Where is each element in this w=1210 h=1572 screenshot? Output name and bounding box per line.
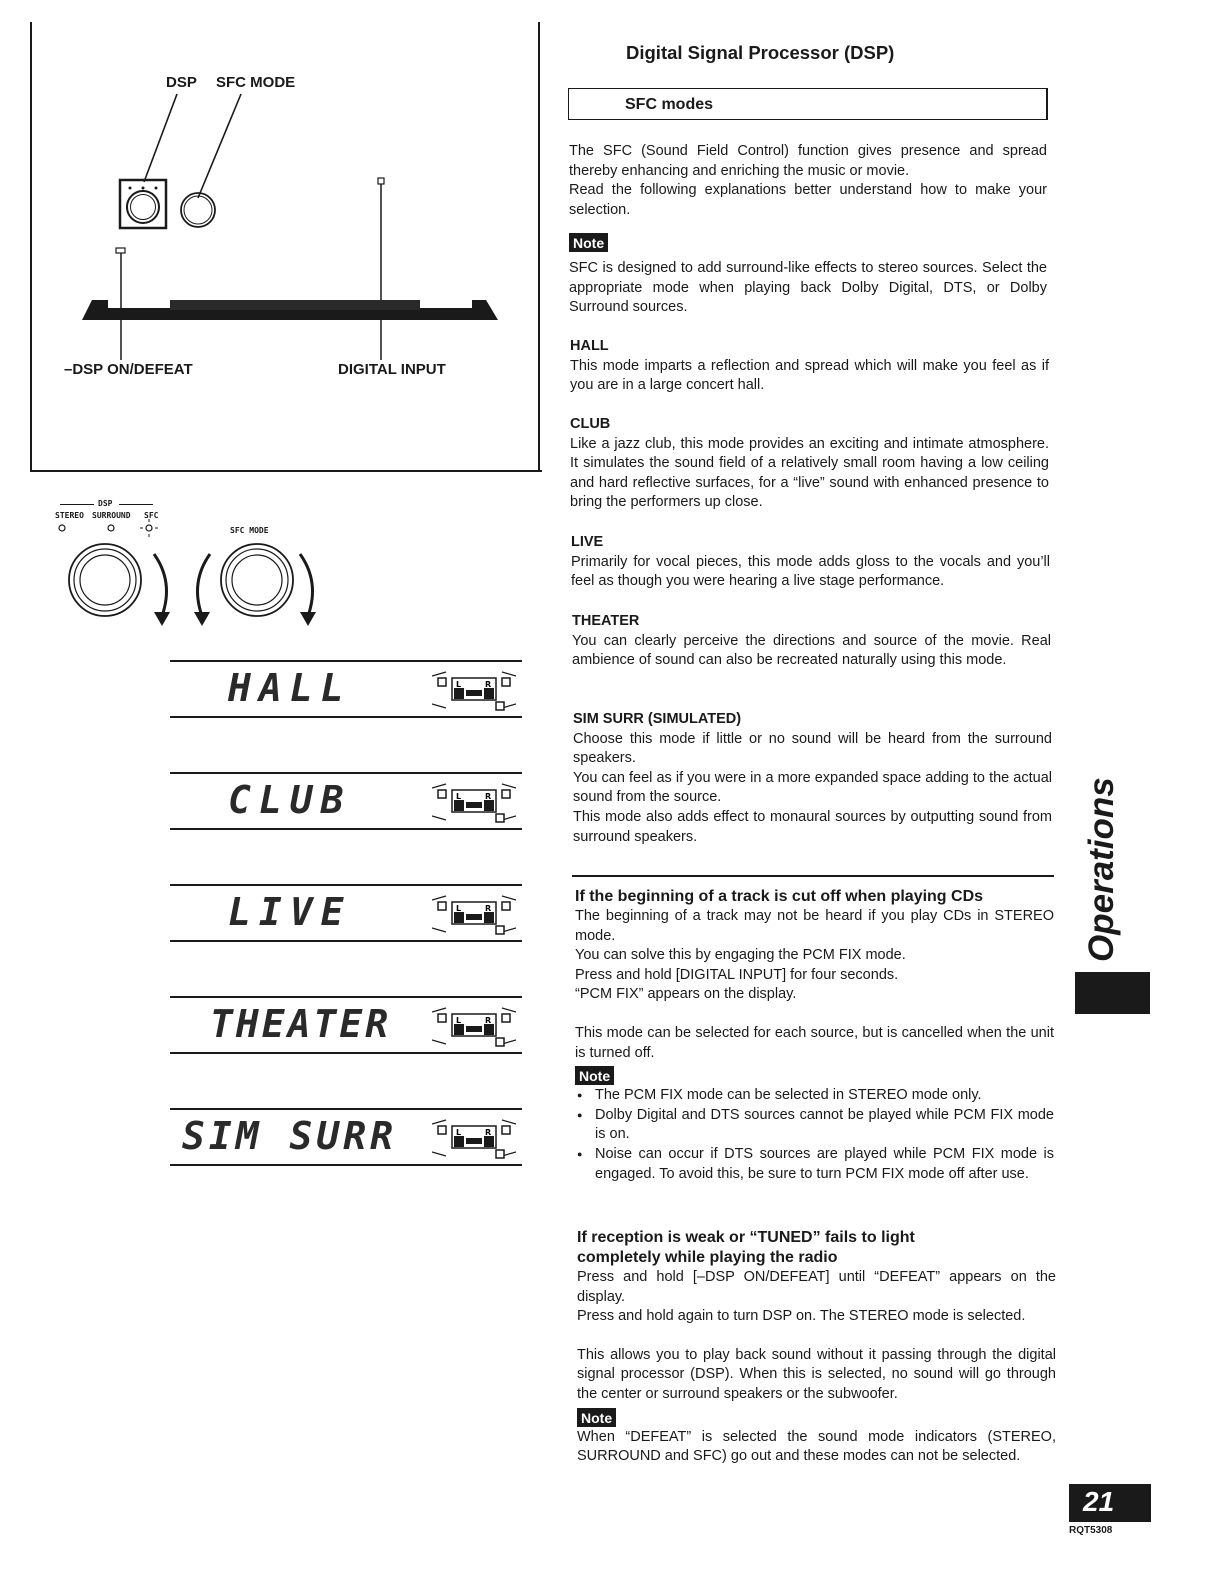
knob-illustration xyxy=(50,518,340,626)
cd-paragraph: Press and hold [DIGITAL INPUT] for four seconds. xyxy=(575,966,899,983)
page-number: 21 xyxy=(1083,1486,1115,1517)
dsp-label: DSP xyxy=(166,74,197,91)
intro-paragraph-2: Read the following explanations better understand how to make your selection. xyxy=(569,182,1047,218)
section-name: Operations xyxy=(1082,777,1121,962)
speaker-l-label: L xyxy=(456,792,462,801)
display-mode-text: THEATER xyxy=(210,1002,392,1046)
page-number-box xyxy=(1069,1484,1151,1522)
speaker-indicator-icon xyxy=(432,1000,516,1050)
speaker-r-label: R xyxy=(485,680,492,689)
note-label: Note xyxy=(575,1066,614,1085)
cd-section xyxy=(575,887,1054,1184)
page-title: Digital Signal Processor (DSP) xyxy=(626,42,895,63)
panel-dsp-label: DSP xyxy=(98,499,113,508)
cd-note-list xyxy=(575,1086,1054,1184)
speaker-r-label: R xyxy=(485,1016,492,1025)
stereo-indicator xyxy=(59,525,65,531)
mode-desc: Like a jazz club, this mode provides an exciting and intimate atmosphere. It simulates the sound field of a relatively small room having a low ceiling and hard reflective surfaces, for a “live” sound with enhanced presence to bring the performers up close. xyxy=(570,435,1049,511)
panel-surround-label: SURROUND xyxy=(92,511,131,520)
speaker-indicator-icon xyxy=(432,776,516,826)
dsp-on-defeat-label: –DSP ON/DEFEAT xyxy=(64,361,193,378)
unit-front-illustration xyxy=(60,90,530,360)
cd-paragraph: You can solve this by engaging the PCM FIX mode. xyxy=(575,947,906,964)
panel-sfc-mode-label: SFC MODE xyxy=(230,526,269,535)
list-item: ● Dolby Digital and DTS sources cannot be played while PCM FIX mode is on. xyxy=(575,1106,1054,1145)
knob-panel xyxy=(50,496,340,626)
mode-live xyxy=(571,533,1050,592)
mode-desc: You can clearly perceive the directions and source of the movie. Real ambience of sound can also be recreated naturally using this mode. xyxy=(572,632,1051,669)
display-panel xyxy=(170,660,522,718)
cd-paragraph: This mode can be selected for each source, but is cancelled when the unit is turned off. xyxy=(575,1024,1054,1061)
mode-desc: You can feel as if you were in a more expanded space adding to the actual sound from the source. xyxy=(573,769,1052,806)
sfc-modes-title: SFC modes xyxy=(625,96,714,113)
display-mode-text: LIVE xyxy=(228,890,352,934)
radio-section xyxy=(577,1228,1056,1467)
cd-heading: If the beginning of a track is cut off when playing CDs xyxy=(575,888,984,905)
speaker-indicator-icon xyxy=(432,664,516,714)
side-tab-block xyxy=(1075,972,1150,1014)
panel-sfc-label: SFC xyxy=(144,511,159,520)
speaker-r-label: R xyxy=(485,904,492,913)
mode-name: CLUB xyxy=(570,416,611,432)
list-item: ● Noise can occur if DTS sources are played while PCM FIX mode is engaged. To avoid this, be sure to turn PCM FIX mode off after use. xyxy=(575,1145,1054,1184)
radio-paragraph: This allows you to play back sound without it passing through the digital signal processor (DSP). When this is selected, no sound will go through the center or surround speakers or the subwoofer. xyxy=(577,1346,1056,1402)
mode-name: LIVE xyxy=(571,534,604,550)
display-mode-text: SIM SURR xyxy=(182,1114,398,1158)
mode-desc: Primarily for vocal pieces, this mode adds gloss to the vocals and you’ll feel as though you were hearing a live stage performance. xyxy=(571,553,1050,590)
dsp-knob xyxy=(69,544,141,616)
panel-stereo-label: STEREO xyxy=(55,511,84,520)
center-rule xyxy=(538,22,540,472)
note-badge xyxy=(577,1408,1056,1428)
display-panel xyxy=(170,772,522,830)
note-badge xyxy=(569,233,608,253)
sfc-mode-label: SFC MODE xyxy=(216,74,296,91)
sfc-modes-box xyxy=(568,88,1048,120)
speaker-l-label: L xyxy=(456,1128,462,1137)
doc-code: RQT5308 xyxy=(1069,1525,1113,1536)
mode-desc: This mode also adds effect to monaural sources by outputting sound from surround speakers. xyxy=(573,808,1052,845)
display-mode-text: HALL xyxy=(228,666,352,710)
dsp-button[interactable] xyxy=(120,180,166,228)
mode-name: HALL xyxy=(570,338,609,354)
radio-heading: If reception is weak or “TUNED” fails to light xyxy=(577,1229,915,1246)
note-label: Note xyxy=(569,233,608,252)
note-label: Note xyxy=(577,1408,616,1427)
note-sfc: SFC is designed to add surround-like effects to stereo sources. Select the appropriate mode when playing back Dolby Digital, DTS, or Dolby Surround sources. xyxy=(569,260,1047,316)
list-item: ● The PCM FIX mode can be selected in STEREO mode only. xyxy=(575,1086,1054,1106)
panel-dsp-rule-left xyxy=(60,504,94,505)
digital-input-label: DIGITAL INPUT xyxy=(338,361,446,378)
radio-paragraph: Press and hold [–DSP ON/DEFEAT] until “DEFEAT” appears on the display. xyxy=(577,1269,1056,1305)
section-divider xyxy=(572,875,1054,877)
mode-desc: This mode imparts a reflection and spread which will make you feel as if you are in a large concert hall. xyxy=(570,357,1049,394)
mode-hall xyxy=(570,337,1049,396)
mode-club xyxy=(570,415,1049,513)
mode-theater xyxy=(572,612,1051,671)
mode-name: THEATER xyxy=(572,613,640,629)
cd-paragraph: The beginning of a track may not be heard if you play CDs in STEREO mode. xyxy=(575,908,1054,944)
sfc-mode-button[interactable] xyxy=(181,193,215,227)
intro-paragraph: The SFC (Sound Field Control) function gives presence and spread thereby enhancing and enriching the music or movie. xyxy=(569,143,1047,179)
display-panel xyxy=(170,996,522,1054)
sfc-indicator-lit xyxy=(140,519,158,537)
cd-paragraph: “PCM FIX” appears on the display. xyxy=(575,986,797,1003)
speaker-l-label: L xyxy=(456,1016,462,1025)
mode-sim-surr xyxy=(573,710,1052,847)
mode-desc: Choose this mode if little or no sound will be heard from the surround speakers. xyxy=(573,730,1052,767)
speaker-indicator-icon xyxy=(432,1112,516,1162)
display-mode-text: CLUB xyxy=(228,778,352,822)
radio-note: When “DEFEAT” is selected the sound mode indicators (STEREO, SURROUND and SFC) go out and these modes can not be selected. xyxy=(577,1428,1056,1465)
radio-heading-2: completely while playing the radio xyxy=(577,1249,838,1266)
surround-indicator xyxy=(108,525,114,531)
speaker-r-label: R xyxy=(485,1128,492,1137)
note-badge xyxy=(575,1066,1054,1086)
speaker-r-label: R xyxy=(485,792,492,801)
speaker-indicator-icon xyxy=(432,888,516,938)
sfc-intro xyxy=(569,142,1047,220)
panel-dsp-rule-right xyxy=(119,504,153,505)
radio-paragraph: Press and hold again to turn DSP on. The STEREO mode is selected. xyxy=(577,1308,1026,1325)
side-tab-label xyxy=(1082,762,1122,962)
sfc-mode-knob xyxy=(221,544,293,616)
speaker-l-label: L xyxy=(456,904,462,913)
mode-name: SIM SURR (SIMULATED) xyxy=(573,711,742,727)
display-panel xyxy=(170,884,522,942)
speaker-l-label: L xyxy=(456,680,462,689)
display-panel xyxy=(170,1108,522,1166)
